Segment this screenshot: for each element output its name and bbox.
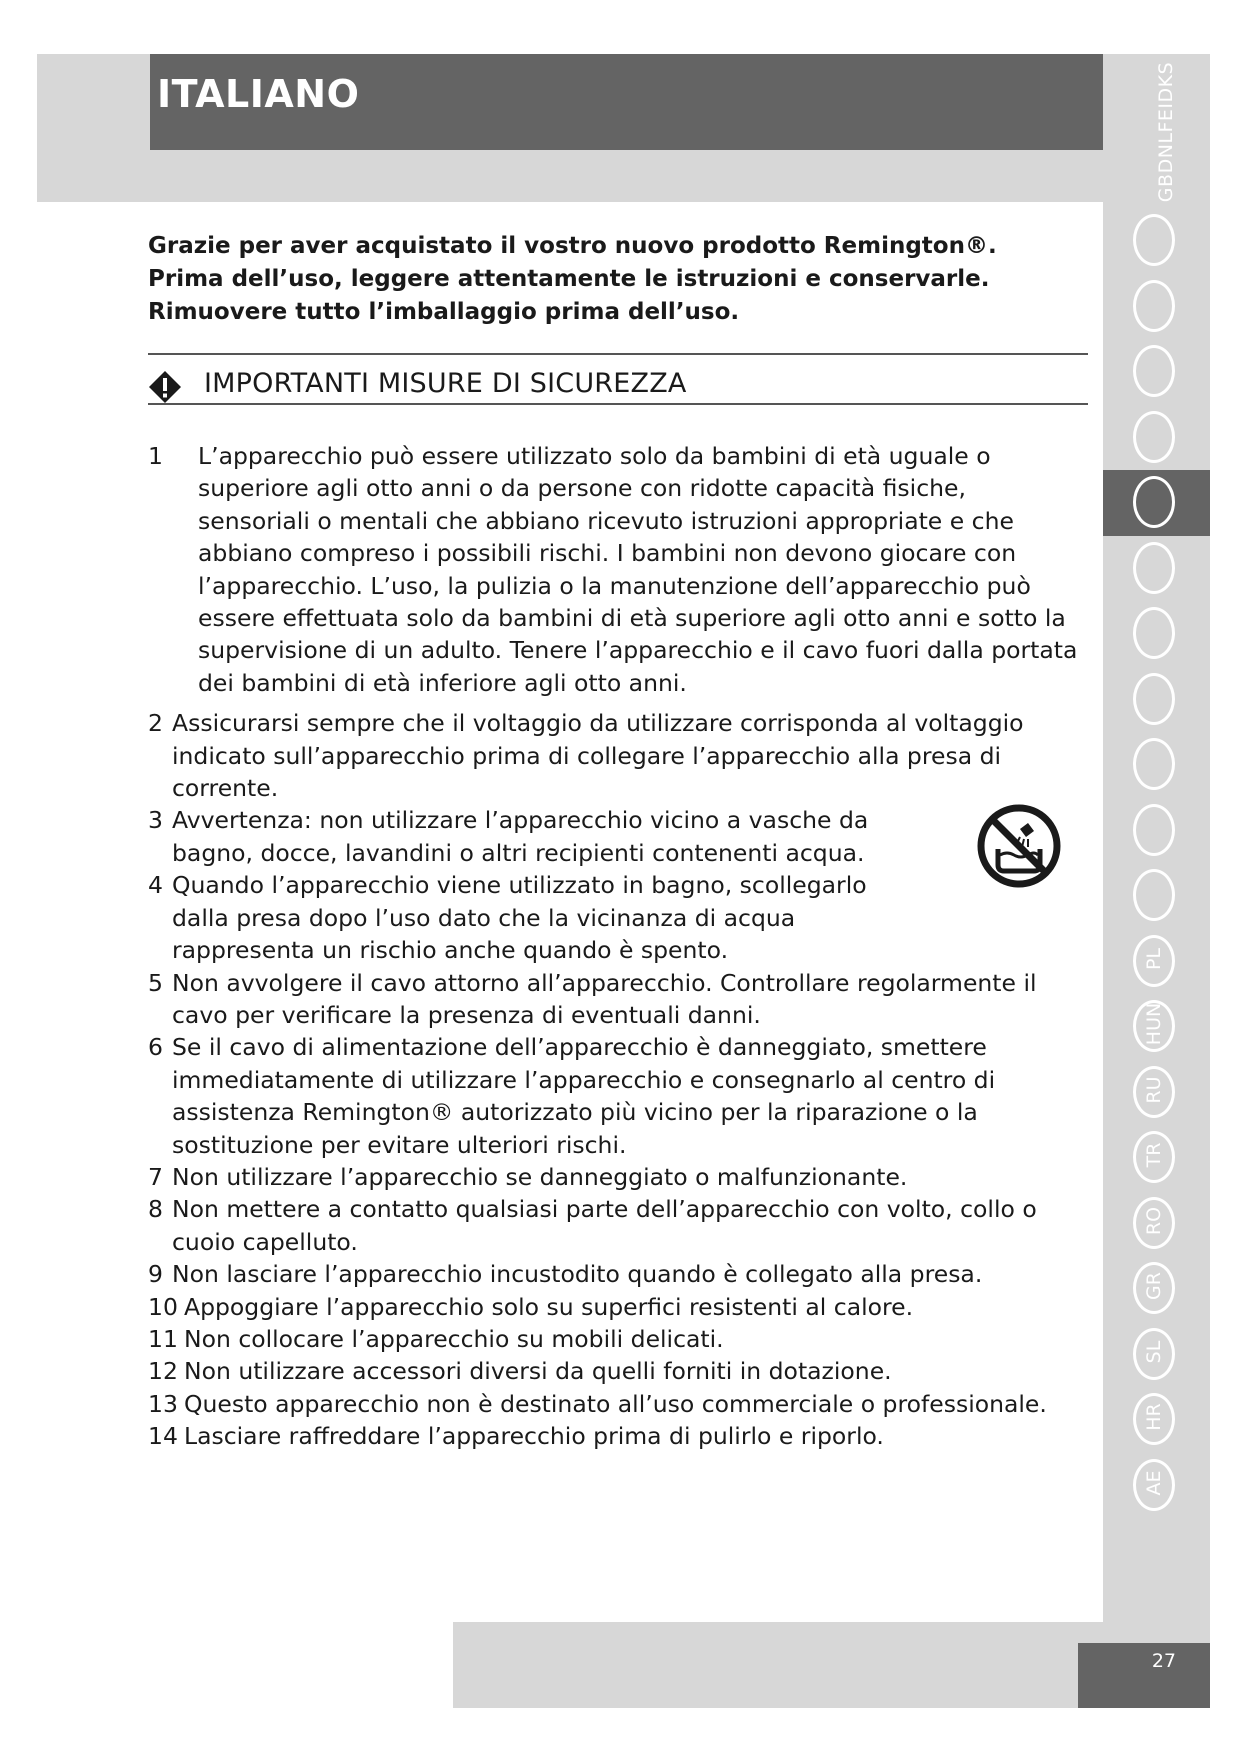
- list-item-number: 14: [148, 1422, 178, 1451]
- list-item-number: 5: [148, 968, 163, 997]
- list-item-text: Non utilizzare l’apparecchio se danneggiato o malfunzionante.: [172, 1162, 908, 1191]
- list-item-text: Questo apparecchio non è destinato all’uso commerciale o professionale.: [184, 1389, 1047, 1418]
- language-tab-label: [1143, 336, 1165, 402]
- no-bath-water-icon: [976, 803, 1062, 889]
- language-tab: [1103, 732, 1210, 798]
- language-tab-label: [1143, 271, 1165, 337]
- list-item-number: 3: [148, 806, 163, 835]
- language-tab-label: [1143, 860, 1165, 926]
- intro-line-1: Grazie per aver acquistato il vostro nuovo prodotto Remington®. Prima dell’uso, leggere attentamente le istruzioni e conservarle.: [148, 233, 997, 292]
- language-tab-label: [1143, 729, 1165, 795]
- list-item-text: Lasciare raffreddare l’apparecchio prima di pulirlo e riporlo.: [184, 1422, 884, 1451]
- list-item-text: L’apparecchio può essere utilizzato solo da bambini di età uguale o superiore agli otto anni o da persone con ridotte capacità fisiche, sensoriali o mentali che abbiano ricevuto istruzioni appropriate e che abbiano compreso i possibili rischi. I bambini non devono giocare con l’apparecchio. L’uso, la pulizia o la manutenzione dell’apparecchio può essere effettuata solo da bambini di età superiore agli otto anni e sotto la supervisione di un adulto. Tenere l’apparecchio e il cavo fuori dalla portata dei bambini di età inferiore agli otto anni.: [198, 442, 1078, 697]
- list-item: [148, 1031, 1083, 1161]
- list-item-number: 9: [148, 1260, 163, 1289]
- language-tab: [1103, 339, 1210, 405]
- intro-text: [148, 230, 1068, 329]
- page-number: 27: [1151, 1650, 1176, 1672]
- language-tab-label: TR: [1143, 1142, 1165, 1168]
- list-item: [148, 1193, 1083, 1258]
- list-item-text: Non collocare l’apparecchio su mobili delicati.: [184, 1324, 724, 1353]
- language-tab: [1103, 405, 1210, 471]
- language-tab: [1103, 1191, 1210, 1257]
- language-tab: [1103, 798, 1210, 864]
- list-item-text: Non utilizzare accessori diversi da quelli forniti in dotazione.: [184, 1357, 892, 1386]
- list-item: [148, 1355, 1083, 1387]
- language-tab: [1103, 1125, 1210, 1191]
- language-tab-label: [1143, 598, 1165, 664]
- list-item: [148, 869, 1083, 966]
- section-bottom-rule: [148, 403, 1088, 405]
- list-item: [148, 1291, 1083, 1323]
- list-item: [148, 1258, 1083, 1290]
- language-tab: [1103, 994, 1210, 1060]
- list-item-number: 1: [148, 442, 163, 470]
- list-item-number: 4: [148, 871, 163, 900]
- list-item: [148, 1323, 1083, 1355]
- list-item: [148, 440, 1083, 699]
- language-tab: [1103, 929, 1210, 995]
- language-tab-label: SL: [1143, 1340, 1165, 1363]
- list-item-text: Non mettere a contatto qualsiasi parte dell’apparecchio con volto, collo o cuoio capelluto.: [172, 1195, 1037, 1256]
- language-tab-label: RU: [1143, 1075, 1165, 1104]
- section-top-rule: [148, 353, 1088, 355]
- language-tab-label: AE: [1143, 1470, 1165, 1496]
- language-tab-label: [1143, 533, 1165, 599]
- language-tab: [1103, 667, 1210, 733]
- list-item-text: Appoggiare l’apparecchio solo su superfici resistenti al calore.: [184, 1292, 914, 1321]
- language-tab-label: [1143, 795, 1165, 861]
- language-tab-label: [1143, 467, 1165, 533]
- list-item: [148, 1161, 1083, 1193]
- language-tab: [1103, 601, 1210, 667]
- list-item-number: 6: [148, 1033, 163, 1062]
- section-title: IMPORTANTI MISURE DI SICUREZZA: [204, 368, 687, 399]
- list-item: [148, 707, 1083, 804]
- language-tab: [1103, 536, 1210, 602]
- language-codes-label: GBDNLFEIDKS: [1155, 61, 1177, 203]
- language-tab-label: [1143, 205, 1165, 271]
- list-item: [148, 1420, 1083, 1452]
- list-item-text: Non lasciare l’apparecchio incustodito quando è collegato alla presa.: [172, 1260, 983, 1289]
- list-item-text: Quando l’apparecchio viene utilizzato in bagno, scollegarlo dalla presa dopo l’uso dato che la vicinanza di acqua rappresenta un rischio anche quando è spento.: [172, 871, 867, 965]
- list-item-number: 13: [148, 1389, 178, 1418]
- safety-section-header: [148, 366, 1088, 406]
- language-tab: [1103, 1060, 1210, 1126]
- language-tab-label: [1143, 664, 1165, 730]
- list-item: [148, 1388, 1083, 1420]
- language-tab: [1103, 1256, 1210, 1322]
- list-item: [148, 967, 1083, 1032]
- language-tab: [1103, 1322, 1210, 1388]
- list-item-number: 8: [148, 1195, 163, 1224]
- list-item-text: Non avvolgere il cavo attorno all’apparecchio. Controllare regolarmente il cavo per verificare la presenza di eventuali danni.: [172, 968, 1037, 1029]
- safety-list: [148, 440, 1083, 1453]
- list-item-text: Avvertenza: non utilizzare l’apparecchio vicino a vasche da bagno, docce, lavandini o altri recipienti contenenti acqua.: [172, 806, 869, 867]
- list-item: [148, 804, 1083, 869]
- language-tab-label: PL: [1143, 947, 1165, 970]
- language-tab: [1103, 208, 1210, 274]
- language-tab: [1103, 863, 1210, 929]
- language-tab: [1103, 470, 1210, 536]
- list-item-text: Se il cavo di alimentazione dell’apparecchio è danneggiato, smettere immediatamente di utilizzare l’apparecchio e consegnarlo al centro di assistenza Remington® autorizzato più vicino per la riparazione o la sostituzione per evitare ulteriori rischi.: [172, 1033, 996, 1159]
- list-item-number: 10: [148, 1292, 178, 1321]
- page-title: ITALIANO: [157, 72, 360, 116]
- list-item-text: Assicurarsi sempre che il voltaggio da utilizzare corrisponda al voltaggio indicato sull’apparecchio prima di collegare l’apparecchio alla presa di corrente.: [172, 709, 1024, 803]
- list-item-number: 12: [148, 1357, 178, 1386]
- language-tab-label: HUN: [1143, 1002, 1165, 1046]
- language-tab: [1103, 1387, 1210, 1453]
- intro-line-2: Rimuovere tutto l’imballaggio prima dell’uso.: [148, 299, 740, 325]
- warning-icon: [148, 370, 182, 404]
- language-tab-label: [1143, 402, 1165, 468]
- language-tab: [1103, 274, 1210, 340]
- language-tab-label: GR: [1143, 1272, 1165, 1300]
- list-item-number: 7: [148, 1162, 163, 1191]
- list-item-number: 2: [148, 709, 163, 738]
- language-tab-label: RO: [1143, 1206, 1165, 1235]
- language-tab: [1103, 1453, 1210, 1519]
- list-item-number: 11: [148, 1324, 178, 1353]
- language-tab-label: HR: [1143, 1403, 1165, 1431]
